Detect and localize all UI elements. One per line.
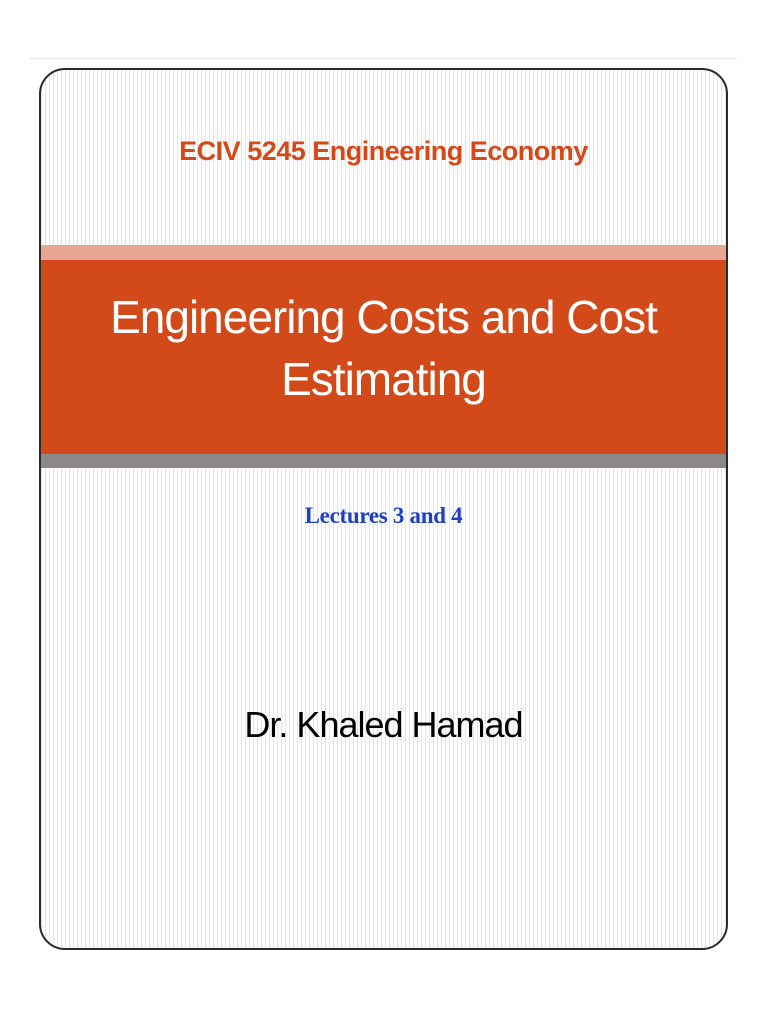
author-name: Dr. Khaled Hamad (244, 704, 523, 745)
title-band-bottom-accent (41, 454, 726, 468)
main-title-line-1: Engineering Costs and Cost (110, 291, 657, 343)
main-title (81, 286, 686, 410)
course-title: ECIV 5245 Engineering Economy (179, 136, 588, 166)
title-slide (39, 68, 728, 950)
page-top-divider (30, 58, 738, 59)
title-band (41, 260, 726, 454)
main-title-line-2: Estimating (281, 353, 486, 405)
title-band-top-accent (41, 245, 726, 260)
lecture-subtitle: Lectures 3 and 4 (304, 503, 463, 528)
